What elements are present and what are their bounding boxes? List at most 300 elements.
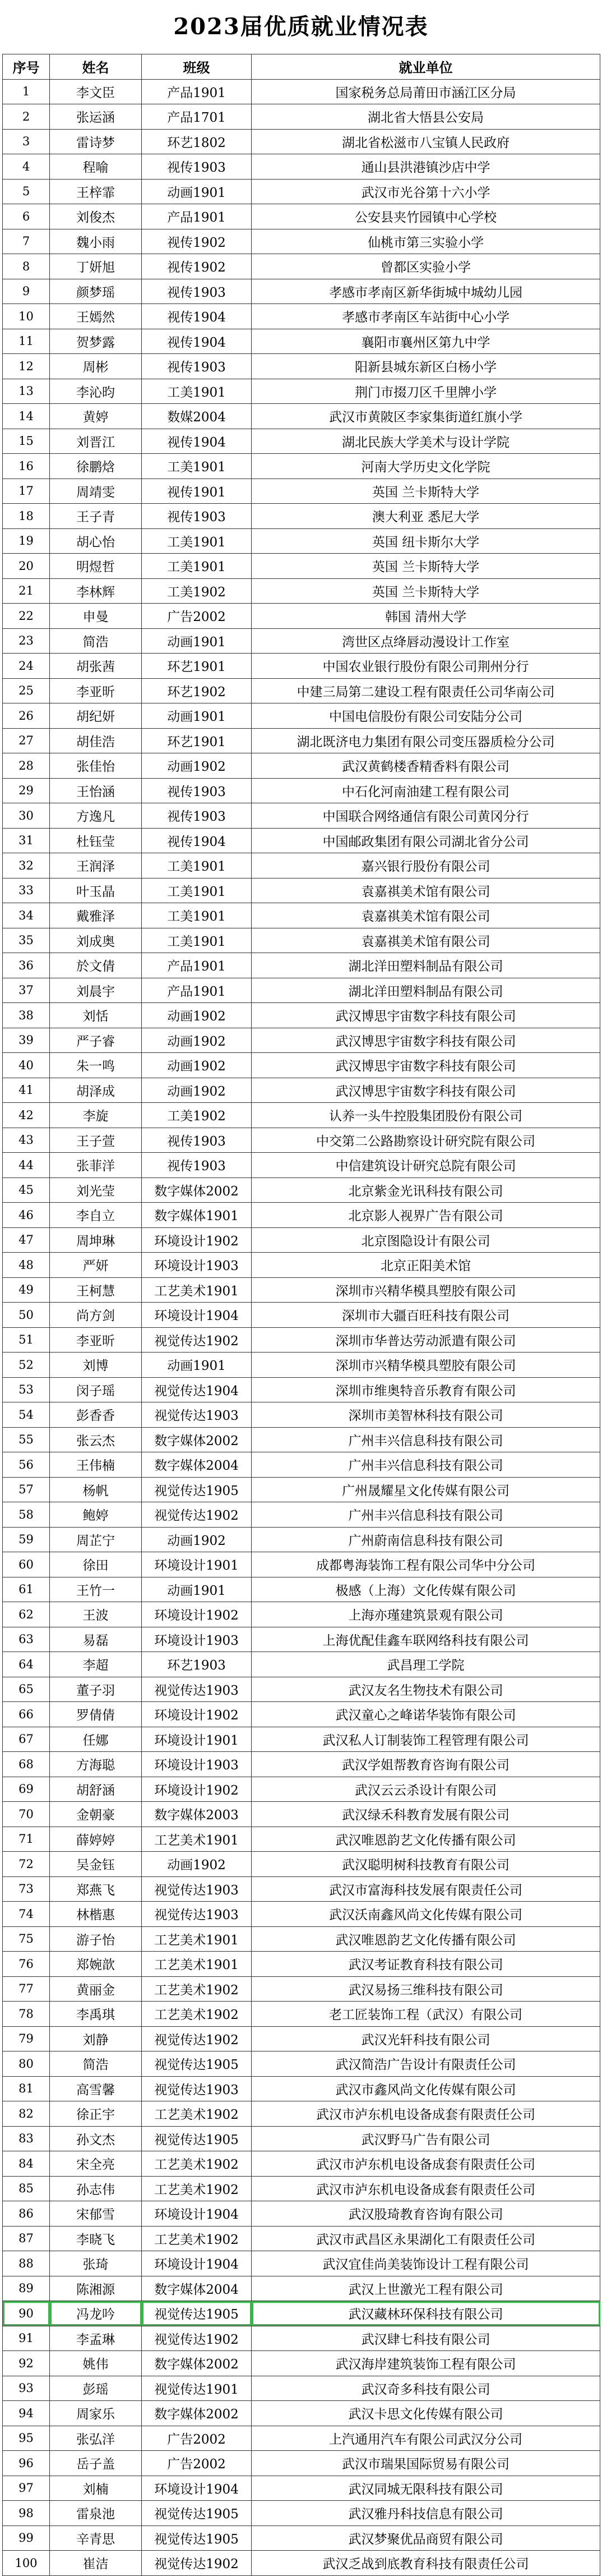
cell-name[interactable]: 林楷惠 xyxy=(50,1902,142,1927)
cell-employer[interactable]: 老工匠装饰工程（武汉）有限公司 xyxy=(252,2002,600,2027)
cell-employer[interactable]: 武汉童心之峰诺华装饰有限公司 xyxy=(252,1702,600,1727)
cell-index[interactable]: 52 xyxy=(3,1353,50,1378)
cell-employer[interactable]: 袁嘉祺美术馆有限公司 xyxy=(252,878,600,903)
cell-index[interactable]: 93 xyxy=(3,2376,50,2401)
cell-index[interactable]: 9 xyxy=(3,279,50,304)
cell-name[interactable]: 刘晨宇 xyxy=(50,978,142,1003)
cell-name[interactable]: 郑燕飞 xyxy=(50,1876,142,1902)
cell-class[interactable]: 工艺美术1902 xyxy=(142,2176,252,2201)
cell-class[interactable]: 工艺美术1901 xyxy=(142,1926,252,1952)
cell-name[interactable]: 魏小雨 xyxy=(50,229,142,254)
cell-employer[interactable]: 武汉易扬三维科技有限公司 xyxy=(252,1976,600,2002)
cell-name[interactable]: 闵子瑶 xyxy=(50,1377,142,1402)
cell-class[interactable]: 视觉传达1903 xyxy=(142,2076,252,2101)
cell-class[interactable]: 视传1904 xyxy=(142,329,252,354)
cell-index[interactable]: 65 xyxy=(3,1677,50,1702)
cell-index[interactable]: 8 xyxy=(3,254,50,279)
cell-name[interactable]: 李超 xyxy=(50,1652,142,1677)
cell-class[interactable]: 视传1904 xyxy=(142,304,252,329)
cell-name[interactable]: 王梓霏 xyxy=(50,179,142,204)
cell-name[interactable]: 徐鹏焓 xyxy=(50,454,142,479)
cell-index[interactable]: 29 xyxy=(3,778,50,803)
cell-class[interactable]: 工美1901 xyxy=(142,554,252,579)
cell-employer[interactable]: 武汉简浩广告设计有限责任公司 xyxy=(252,2051,600,2077)
cell-index[interactable]: 63 xyxy=(3,1627,50,1652)
cell-class[interactable]: 工美1901 xyxy=(142,379,252,404)
cell-index[interactable]: 55 xyxy=(3,1427,50,1452)
cell-class[interactable]: 数字媒体2002 xyxy=(142,1427,252,1452)
cell-name[interactable]: 宋全亮 xyxy=(50,2151,142,2177)
cell-employer[interactable]: 武汉股琦教育咨询有限公司 xyxy=(252,2201,600,2227)
cell-index[interactable]: 75 xyxy=(3,1926,50,1952)
cell-employer[interactable]: 广州丰兴信息科技有限公司 xyxy=(252,1502,600,1528)
cell-name[interactable]: 李晓飞 xyxy=(50,2226,142,2251)
cell-name[interactable]: 刘楠 xyxy=(50,2476,142,2501)
cell-class[interactable]: 广告2002 xyxy=(142,604,252,629)
cell-class[interactable]: 视觉传达1902 xyxy=(142,1502,252,1528)
cell-name[interactable]: 方海聪 xyxy=(50,1752,142,1777)
cell-name[interactable]: 雷泉池 xyxy=(50,2501,142,2526)
cell-class[interactable]: 广告2002 xyxy=(142,2451,252,2476)
cell-index[interactable]: 99 xyxy=(3,2526,50,2551)
cell-index[interactable]: 98 xyxy=(3,2501,50,2526)
cell-class[interactable]: 数字媒体2003 xyxy=(142,1802,252,1827)
cell-employer[interactable]: 武汉野马广告有限公司 xyxy=(252,2126,600,2151)
cell-employer[interactable]: 武汉博思宇宙数字科技有限公司 xyxy=(252,1078,600,1103)
cell-employer[interactable]: 中信建筑设计研究总院有限公司 xyxy=(252,1153,600,1178)
cell-name[interactable]: 崔洁 xyxy=(50,2551,142,2576)
cell-name[interactable]: 胡舒涵 xyxy=(50,1777,142,1802)
cell-name[interactable]: 刘光莹 xyxy=(50,1177,142,1203)
cell-index[interactable]: 7 xyxy=(3,229,50,254)
cell-class[interactable]: 视传1903 xyxy=(142,154,252,180)
cell-class[interactable]: 工美1901 xyxy=(142,878,252,903)
cell-index[interactable]: 44 xyxy=(3,1153,50,1178)
cell-class[interactable]: 视觉传达1903 xyxy=(142,1402,252,1428)
cell-class[interactable]: 动画1902 xyxy=(142,753,252,779)
cell-index[interactable]: 95 xyxy=(3,2426,50,2451)
cell-employer[interactable]: 武汉市泸东机电设备成套有限责任公司 xyxy=(252,2176,600,2201)
cell-class[interactable]: 视传1903 xyxy=(142,803,252,829)
cell-name[interactable]: 胡佳浩 xyxy=(50,728,142,753)
cell-name[interactable]: 丁妍旭 xyxy=(50,254,142,279)
cell-name[interactable]: 周靖雯 xyxy=(50,479,142,504)
cell-index[interactable]: 19 xyxy=(3,528,50,554)
cell-index[interactable]: 57 xyxy=(3,1477,50,1502)
cell-name[interactable]: 刘俊杰 xyxy=(50,204,142,229)
cell-employer[interactable]: 湾世区点绛唇动漫设计工作室 xyxy=(252,628,600,654)
cell-class[interactable]: 视传1904 xyxy=(142,828,252,853)
cell-name[interactable]: 王润泽 xyxy=(50,853,142,878)
cell-employer[interactable]: 湖北洋田塑料制品有限公司 xyxy=(252,978,600,1003)
cell-class[interactable]: 数字媒体1901 xyxy=(142,1203,252,1228)
cell-index[interactable]: 43 xyxy=(3,1128,50,1153)
cell-index[interactable]: 34 xyxy=(3,903,50,928)
cell-index[interactable]: 56 xyxy=(3,1452,50,1478)
cell-employer[interactable]: 中石化河南油建工程有限公司 xyxy=(252,778,600,803)
cell-employer[interactable]: 武汉博思宇宙数字科技有限公司 xyxy=(252,1028,600,1053)
cell-name[interactable]: 严妍 xyxy=(50,1253,142,1278)
cell-employer[interactable]: 湖北洋田塑料制品有限公司 xyxy=(252,953,600,978)
cell-class[interactable]: 动画1902 xyxy=(142,1053,252,1078)
cell-employer[interactable]: 湖北既济电力集团有限公司变压器质检分公司 xyxy=(252,728,600,753)
cell-index[interactable]: 20 xyxy=(3,554,50,579)
cell-class[interactable]: 视觉传达1903 xyxy=(142,1677,252,1702)
cell-name[interactable]: 鲍婷 xyxy=(50,1502,142,1528)
cell-class[interactable]: 动画1901 xyxy=(142,1577,252,1602)
cell-class[interactable]: 工艺美术1902 xyxy=(142,2226,252,2251)
cell-name[interactable]: 朱一鸣 xyxy=(50,1053,142,1078)
cell-employer[interactable]: 武汉学姐帮教育咨询有限公司 xyxy=(252,1752,600,1777)
cell-index[interactable]: 60 xyxy=(3,1552,50,1577)
cell-class[interactable]: 产品1701 xyxy=(142,104,252,130)
cell-index[interactable]: 61 xyxy=(3,1577,50,1602)
cell-index[interactable]: 3 xyxy=(3,129,50,154)
cell-name[interactable]: 杜钰莹 xyxy=(50,828,142,853)
cell-name[interactable]: 孙文杰 xyxy=(50,2126,142,2151)
cell-index[interactable]: 81 xyxy=(3,2076,50,2101)
cell-class[interactable]: 环境设计1902 xyxy=(142,1602,252,1627)
cell-index[interactable]: 39 xyxy=(3,1028,50,1053)
cell-employer[interactable]: 武汉私人订制装饰工程管理有限公司 xyxy=(252,1727,600,1752)
cell-name[interactable]: 雷诗梦 xyxy=(50,129,142,154)
cell-name[interactable]: 郑婉歆 xyxy=(50,1952,142,1977)
cell-employer[interactable]: 嘉兴银行股份有限公司 xyxy=(252,853,600,878)
cell-employer[interactable]: 武汉梦聚优品商贸有限公司 xyxy=(252,2526,600,2551)
cell-index[interactable]: 32 xyxy=(3,853,50,878)
cell-class[interactable]: 视觉传达1905 xyxy=(142,2051,252,2077)
cell-name[interactable]: 李文臣 xyxy=(50,79,142,104)
cell-index[interactable]: 13 xyxy=(3,379,50,404)
cell-name[interactable]: 颜梦瑶 xyxy=(50,279,142,304)
cell-employer[interactable]: 武汉唯恩韵艺文化传播有限公司 xyxy=(252,1827,600,1852)
cell-class[interactable]: 动画1901 xyxy=(142,628,252,654)
cell-class[interactable]: 工美1902 xyxy=(142,1103,252,1128)
cell-employer[interactable]: 深圳市美智林科技有限公司 xyxy=(252,1402,600,1428)
cell-index[interactable]: 84 xyxy=(3,2151,50,2177)
cell-class[interactable]: 环艺1902 xyxy=(142,678,252,703)
cell-class[interactable]: 环境设计1903 xyxy=(142,1627,252,1652)
cell-class[interactable]: 动画1902 xyxy=(142,1028,252,1053)
cell-index[interactable]: 94 xyxy=(3,2401,50,2426)
cell-index[interactable]: 12 xyxy=(3,354,50,379)
cell-class[interactable]: 视觉传达1902 xyxy=(142,2326,252,2351)
cell-employer[interactable]: 广州蔚南信息科技有限公司 xyxy=(252,1527,600,1552)
cell-index[interactable]: 1 xyxy=(3,79,50,104)
cell-employer[interactable]: 武汉雅丹科技信息有限公司 xyxy=(252,2501,600,2526)
header-cell-index[interactable]: 序号 xyxy=(3,54,50,80)
cell-index[interactable]: 68 xyxy=(3,1752,50,1777)
cell-index[interactable]: 87 xyxy=(3,2226,50,2251)
cell-name[interactable]: 刘成奥 xyxy=(50,928,142,953)
cell-name[interactable]: 杨帆 xyxy=(50,1477,142,1502)
cell-index[interactable]: 97 xyxy=(3,2476,50,2501)
cell-class[interactable]: 视传1901 xyxy=(142,479,252,504)
cell-employer[interactable]: 河南大学历史文化学院 xyxy=(252,454,600,479)
cell-employer[interactable]: 中国邮政集团有限公司湖北省分公司 xyxy=(252,828,600,853)
cell-class[interactable]: 视觉传达1904 xyxy=(142,1377,252,1402)
cell-name[interactable]: 李自立 xyxy=(50,1203,142,1228)
cell-class[interactable]: 环境设计1904 xyxy=(142,2201,252,2227)
cell-index[interactable]: 10 xyxy=(3,304,50,329)
cell-employer[interactable]: 武汉市泸东机电设备成套有限责任公司 xyxy=(252,2151,600,2177)
cell-index[interactable]: 21 xyxy=(3,578,50,604)
cell-employer[interactable]: 韩国 清州大学 xyxy=(252,604,600,629)
cell-name[interactable]: 贺梦露 xyxy=(50,329,142,354)
cell-employer[interactable]: 中交第二公路勘察设计研究院有限公司 xyxy=(252,1128,600,1153)
cell-employer[interactable]: 湖北省大悟县公安局 xyxy=(252,104,600,130)
cell-employer[interactable]: 中国电信股份有限公司安陆分公司 xyxy=(252,703,600,729)
cell-employer[interactable]: 武汉市光谷第十六小学 xyxy=(252,179,600,204)
cell-class[interactable]: 动画1902 xyxy=(142,1003,252,1028)
cell-employer[interactable]: 认养一头牛控股集团股份有限公司 xyxy=(252,1103,600,1128)
cell-index[interactable]: 6 xyxy=(3,204,50,229)
cell-class[interactable]: 工美1902 xyxy=(142,578,252,604)
header-cell-class[interactable]: 班级 xyxy=(142,54,252,80)
cell-name[interactable]: 孙志伟 xyxy=(50,2176,142,2201)
cell-employer[interactable]: 仙桃市第三实验小学 xyxy=(252,229,600,254)
cell-employer[interactable]: 武汉绿禾科教育发展有限公司 xyxy=(252,1802,600,1827)
cell-name[interactable]: 尚方剑 xyxy=(50,1303,142,1328)
cell-index[interactable]: 26 xyxy=(3,703,50,729)
cell-name[interactable]: 胡张茜 xyxy=(50,654,142,679)
cell-index[interactable]: 51 xyxy=(3,1327,50,1353)
cell-employer[interactable]: 孝感市孝南区车站街中心小学 xyxy=(252,304,600,329)
cell-name[interactable]: 董子羽 xyxy=(50,1677,142,1702)
cell-class[interactable]: 视觉传达1905 xyxy=(142,2126,252,2151)
cell-employer[interactable]: 阳新县城东新区白杨小学 xyxy=(252,354,600,379)
cell-index[interactable]: 77 xyxy=(3,1976,50,2002)
cell-class[interactable]: 工美1901 xyxy=(142,903,252,928)
cell-name[interactable]: 黄丽金 xyxy=(50,1976,142,2002)
cell-name[interactable]: 李林辉 xyxy=(50,578,142,604)
cell-employer[interactable]: 极感（上海）文化传媒有限公司 xyxy=(252,1577,600,1602)
cell-name[interactable]: 徐正宇 xyxy=(50,2101,142,2127)
cell-name[interactable]: 王怡涵 xyxy=(50,778,142,803)
cell-name[interactable]: 刘恬 xyxy=(50,1003,142,1028)
header-cell-name[interactable]: 姓名 xyxy=(50,54,142,80)
cell-name[interactable]: 李禹琪 xyxy=(50,2002,142,2027)
cell-class[interactable]: 广告2002 xyxy=(142,2426,252,2451)
cell-name[interactable]: 易磊 xyxy=(50,1627,142,1652)
cell-class[interactable]: 视觉传达1905 xyxy=(142,1477,252,1502)
cell-index[interactable]: 72 xyxy=(3,1852,50,1877)
cell-name[interactable]: 周坤琳 xyxy=(50,1227,142,1253)
cell-class[interactable]: 环艺1901 xyxy=(142,654,252,679)
cell-index[interactable]: 40 xyxy=(3,1053,50,1078)
cell-class[interactable]: 工美1901 xyxy=(142,454,252,479)
cell-index[interactable]: 31 xyxy=(3,828,50,853)
cell-employer[interactable]: 上汽通用汽车有限公司武汉分公司 xyxy=(252,2426,600,2451)
header-cell-employer[interactable]: 就业单位 xyxy=(252,54,600,80)
cell-index[interactable]: 27 xyxy=(3,728,50,753)
cell-class[interactable]: 动画1902 xyxy=(142,1852,252,1877)
cell-class[interactable]: 视传1902 xyxy=(142,254,252,279)
cell-employer[interactable]: 英国 兰卡斯特大学 xyxy=(252,554,600,579)
cell-index[interactable]: 67 xyxy=(3,1727,50,1752)
cell-employer[interactable]: 袁嘉祺美术馆有限公司 xyxy=(252,928,600,953)
cell-employer[interactable]: 武汉博思宇宙数字科技有限公司 xyxy=(252,1003,600,1028)
cell-employer[interactable]: 中国农业银行股份有限公司荆州分行 xyxy=(252,654,600,679)
cell-name[interactable]: 张云杰 xyxy=(50,1427,142,1452)
cell-employer[interactable]: 武汉云云杀设计有限公司 xyxy=(252,1777,600,1802)
cell-employer[interactable]: 澳大利亚 悉尼大学 xyxy=(252,504,600,529)
cell-class[interactable]: 环艺1903 xyxy=(142,1652,252,1677)
cell-class[interactable]: 动画1901 xyxy=(142,1353,252,1378)
cell-employer[interactable]: 武汉光轩科技有限公司 xyxy=(252,2026,600,2051)
cell-name[interactable]: 张弘洋 xyxy=(50,2426,142,2451)
cell-class[interactable]: 视觉传达1902 xyxy=(142,2026,252,2051)
cell-class[interactable]: 动画1902 xyxy=(142,1078,252,1103)
cell-index[interactable]: 5 xyxy=(3,179,50,204)
cell-index[interactable]: 70 xyxy=(3,1802,50,1827)
cell-name[interactable]: 王嫣然 xyxy=(50,304,142,329)
cell-name[interactable]: 於文倩 xyxy=(50,953,142,978)
cell-employer[interactable]: 武汉博思宇宙数字科技有限公司 xyxy=(252,1053,600,1078)
cell-name[interactable]: 周芷宁 xyxy=(50,1527,142,1552)
cell-employer[interactable]: 英国 兰卡斯特大学 xyxy=(252,479,600,504)
cell-class[interactable]: 数媒2004 xyxy=(142,404,252,429)
cell-index[interactable]: 36 xyxy=(3,953,50,978)
cell-index[interactable]: 79 xyxy=(3,2026,50,2051)
cell-class[interactable]: 产品1901 xyxy=(142,204,252,229)
cell-index[interactable]: 89 xyxy=(3,2276,50,2301)
cell-name[interactable]: 胡心怡 xyxy=(50,528,142,554)
cell-employer[interactable]: 上海亦瑾建筑景观有限公司 xyxy=(252,1602,600,1627)
cell-index[interactable]: 35 xyxy=(3,928,50,953)
cell-index[interactable]: 47 xyxy=(3,1227,50,1253)
cell-index[interactable]: 74 xyxy=(3,1902,50,1927)
cell-name[interactable]: 金朝豪 xyxy=(50,1802,142,1827)
cell-employer[interactable]: 武汉市泸东机电设备成套有限责任公司 xyxy=(252,2101,600,2127)
cell-index[interactable]: 91 xyxy=(3,2326,50,2351)
cell-class[interactable]: 环艺1802 xyxy=(142,129,252,154)
cell-class[interactable]: 视传1903 xyxy=(142,778,252,803)
cell-employer[interactable]: 襄阳市襄州区第九中学 xyxy=(252,329,600,354)
cell-index[interactable]: 88 xyxy=(3,2251,50,2276)
cell-employer[interactable]: 武汉奇多科技有限公司 xyxy=(252,2376,600,2401)
cell-class[interactable]: 环境设计1902 xyxy=(142,1777,252,1802)
cell-name[interactable]: 王波 xyxy=(50,1602,142,1627)
cell-name[interactable]: 彭香香 xyxy=(50,1402,142,1428)
cell-employer[interactable]: 武汉藏林环保科技有限公司 xyxy=(252,2301,600,2326)
cell-name[interactable]: 薛婷婷 xyxy=(50,1827,142,1852)
cell-name[interactable]: 李亚昕 xyxy=(50,678,142,703)
cell-class[interactable]: 动画1901 xyxy=(142,703,252,729)
cell-class[interactable]: 视觉传达1903 xyxy=(142,1876,252,1902)
cell-class[interactable]: 工艺美术1901 xyxy=(142,1277,252,1303)
cell-name[interactable]: 张琦 xyxy=(50,2251,142,2276)
cell-index[interactable]: 42 xyxy=(3,1103,50,1128)
cell-employer[interactable]: 武汉市鑫风尚文化传媒有限公司 xyxy=(252,2076,600,2101)
cell-class[interactable]: 环境设计1902 xyxy=(142,1702,252,1727)
cell-class[interactable]: 环境设计1901 xyxy=(142,1552,252,1577)
cell-name[interactable]: 任娜 xyxy=(50,1727,142,1752)
cell-employer[interactable]: 深圳市兴精华模具塑胶有限公司 xyxy=(252,1277,600,1303)
cell-class[interactable]: 视传1903 xyxy=(142,1153,252,1178)
cell-name[interactable]: 姚伟 xyxy=(50,2351,142,2376)
cell-name[interactable]: 胡纪妍 xyxy=(50,703,142,729)
cell-name[interactable]: 黄婷 xyxy=(50,404,142,429)
cell-employer[interactable]: 武汉考证教育科技有限公司 xyxy=(252,1952,600,1977)
cell-employer[interactable]: 北京图隐设计有限公司 xyxy=(252,1227,600,1253)
cell-employer[interactable]: 武汉宜佳尚美装饰设计工程有限公司 xyxy=(252,2251,600,2276)
cell-name[interactable]: 李孟琳 xyxy=(50,2326,142,2351)
cell-class[interactable]: 视觉传达1905 xyxy=(142,2501,252,2526)
cell-index[interactable]: 41 xyxy=(3,1078,50,1103)
cell-name[interactable]: 明煜哲 xyxy=(50,554,142,579)
cell-employer[interactable]: 孝感市孝南区新华街城中城幼儿园 xyxy=(252,279,600,304)
cell-index[interactable]: 58 xyxy=(3,1502,50,1528)
cell-employer[interactable]: 武汉卡思文化传媒有限公司 xyxy=(252,2401,600,2426)
cell-class[interactable]: 视传1904 xyxy=(142,429,252,454)
cell-index[interactable]: 73 xyxy=(3,1876,50,1902)
cell-class[interactable]: 视传1903 xyxy=(142,1128,252,1153)
cell-employer[interactable]: 武汉乏战到底教育科技有限责任公司 xyxy=(252,2551,600,2576)
cell-name[interactable]: 游子怡 xyxy=(50,1926,142,1952)
cell-class[interactable]: 工美1901 xyxy=(142,853,252,878)
cell-index[interactable]: 45 xyxy=(3,1177,50,1203)
cell-name[interactable]: 李旋 xyxy=(50,1103,142,1128)
cell-employer[interactable]: 武汉市富海科技发展有限责任公司 xyxy=(252,1876,600,1902)
cell-name[interactable]: 张佳怡 xyxy=(50,753,142,779)
cell-class[interactable]: 环境设计1901 xyxy=(142,1727,252,1752)
cell-class[interactable]: 数字媒体2002 xyxy=(142,2401,252,2426)
cell-name[interactable]: 彭瑶 xyxy=(50,2376,142,2401)
cell-class[interactable]: 工艺美术1902 xyxy=(142,2002,252,2027)
cell-index[interactable]: 30 xyxy=(3,803,50,829)
cell-name[interactable]: 王竹一 xyxy=(50,1577,142,1602)
cell-employer[interactable]: 湖北民族大学美术与设计学院 xyxy=(252,429,600,454)
cell-employer[interactable]: 武汉上世激光工程有限公司 xyxy=(252,2276,600,2301)
cell-index[interactable]: 14 xyxy=(3,404,50,429)
cell-name[interactable]: 宋郁雪 xyxy=(50,2201,142,2227)
cell-employer[interactable]: 深圳市维奥特音乐教育有限公司 xyxy=(252,1377,600,1402)
cell-employer[interactable]: 荆门市掇刀区千里牌小学 xyxy=(252,379,600,404)
cell-employer[interactable]: 国家税务总局莆田市涵江区分局 xyxy=(252,79,600,104)
cell-class[interactable]: 工美1901 xyxy=(142,928,252,953)
cell-index[interactable]: 15 xyxy=(3,429,50,454)
cell-index[interactable]: 46 xyxy=(3,1203,50,1228)
cell-employer[interactable]: 北京正阳美术馆 xyxy=(252,1253,600,1278)
cell-name[interactable]: 罗倩倩 xyxy=(50,1702,142,1727)
cell-name[interactable]: 李沁昀 xyxy=(50,379,142,404)
cell-index[interactable]: 80 xyxy=(3,2051,50,2077)
cell-class[interactable]: 数字媒体2002 xyxy=(142,2351,252,2376)
cell-employer[interactable]: 袁嘉祺美术馆有限公司 xyxy=(252,903,600,928)
cell-index[interactable]: 38 xyxy=(3,1003,50,1028)
cell-class[interactable]: 视觉传达1902 xyxy=(142,2551,252,2576)
cell-name[interactable]: 冯龙吟 xyxy=(50,2301,142,2326)
cell-employer[interactable]: 成都粤海装饰工程有限公司华中分公司 xyxy=(252,1552,600,1577)
cell-class[interactable]: 数字媒体2004 xyxy=(142,1452,252,1478)
cell-index[interactable]: 53 xyxy=(3,1377,50,1402)
cell-index[interactable]: 23 xyxy=(3,628,50,654)
cell-class[interactable]: 视传1902 xyxy=(142,229,252,254)
cell-name[interactable]: 辛青思 xyxy=(50,2526,142,2551)
cell-employer[interactable]: 北京影人视界广告有限公司 xyxy=(252,1203,600,1228)
cell-name[interactable]: 王子萱 xyxy=(50,1128,142,1153)
cell-index[interactable]: 18 xyxy=(3,504,50,529)
cell-class[interactable]: 动画1902 xyxy=(142,1527,252,1552)
cell-index[interactable]: 17 xyxy=(3,479,50,504)
cell-index[interactable]: 92 xyxy=(3,2351,50,2376)
cell-index[interactable]: 78 xyxy=(3,2002,50,2027)
cell-employer[interactable]: 广州晟耀星文化传媒有限公司 xyxy=(252,1477,600,1502)
cell-class[interactable]: 视传1903 xyxy=(142,354,252,379)
cell-index[interactable]: 100 xyxy=(3,2551,50,2576)
cell-class[interactable]: 动画1901 xyxy=(142,179,252,204)
